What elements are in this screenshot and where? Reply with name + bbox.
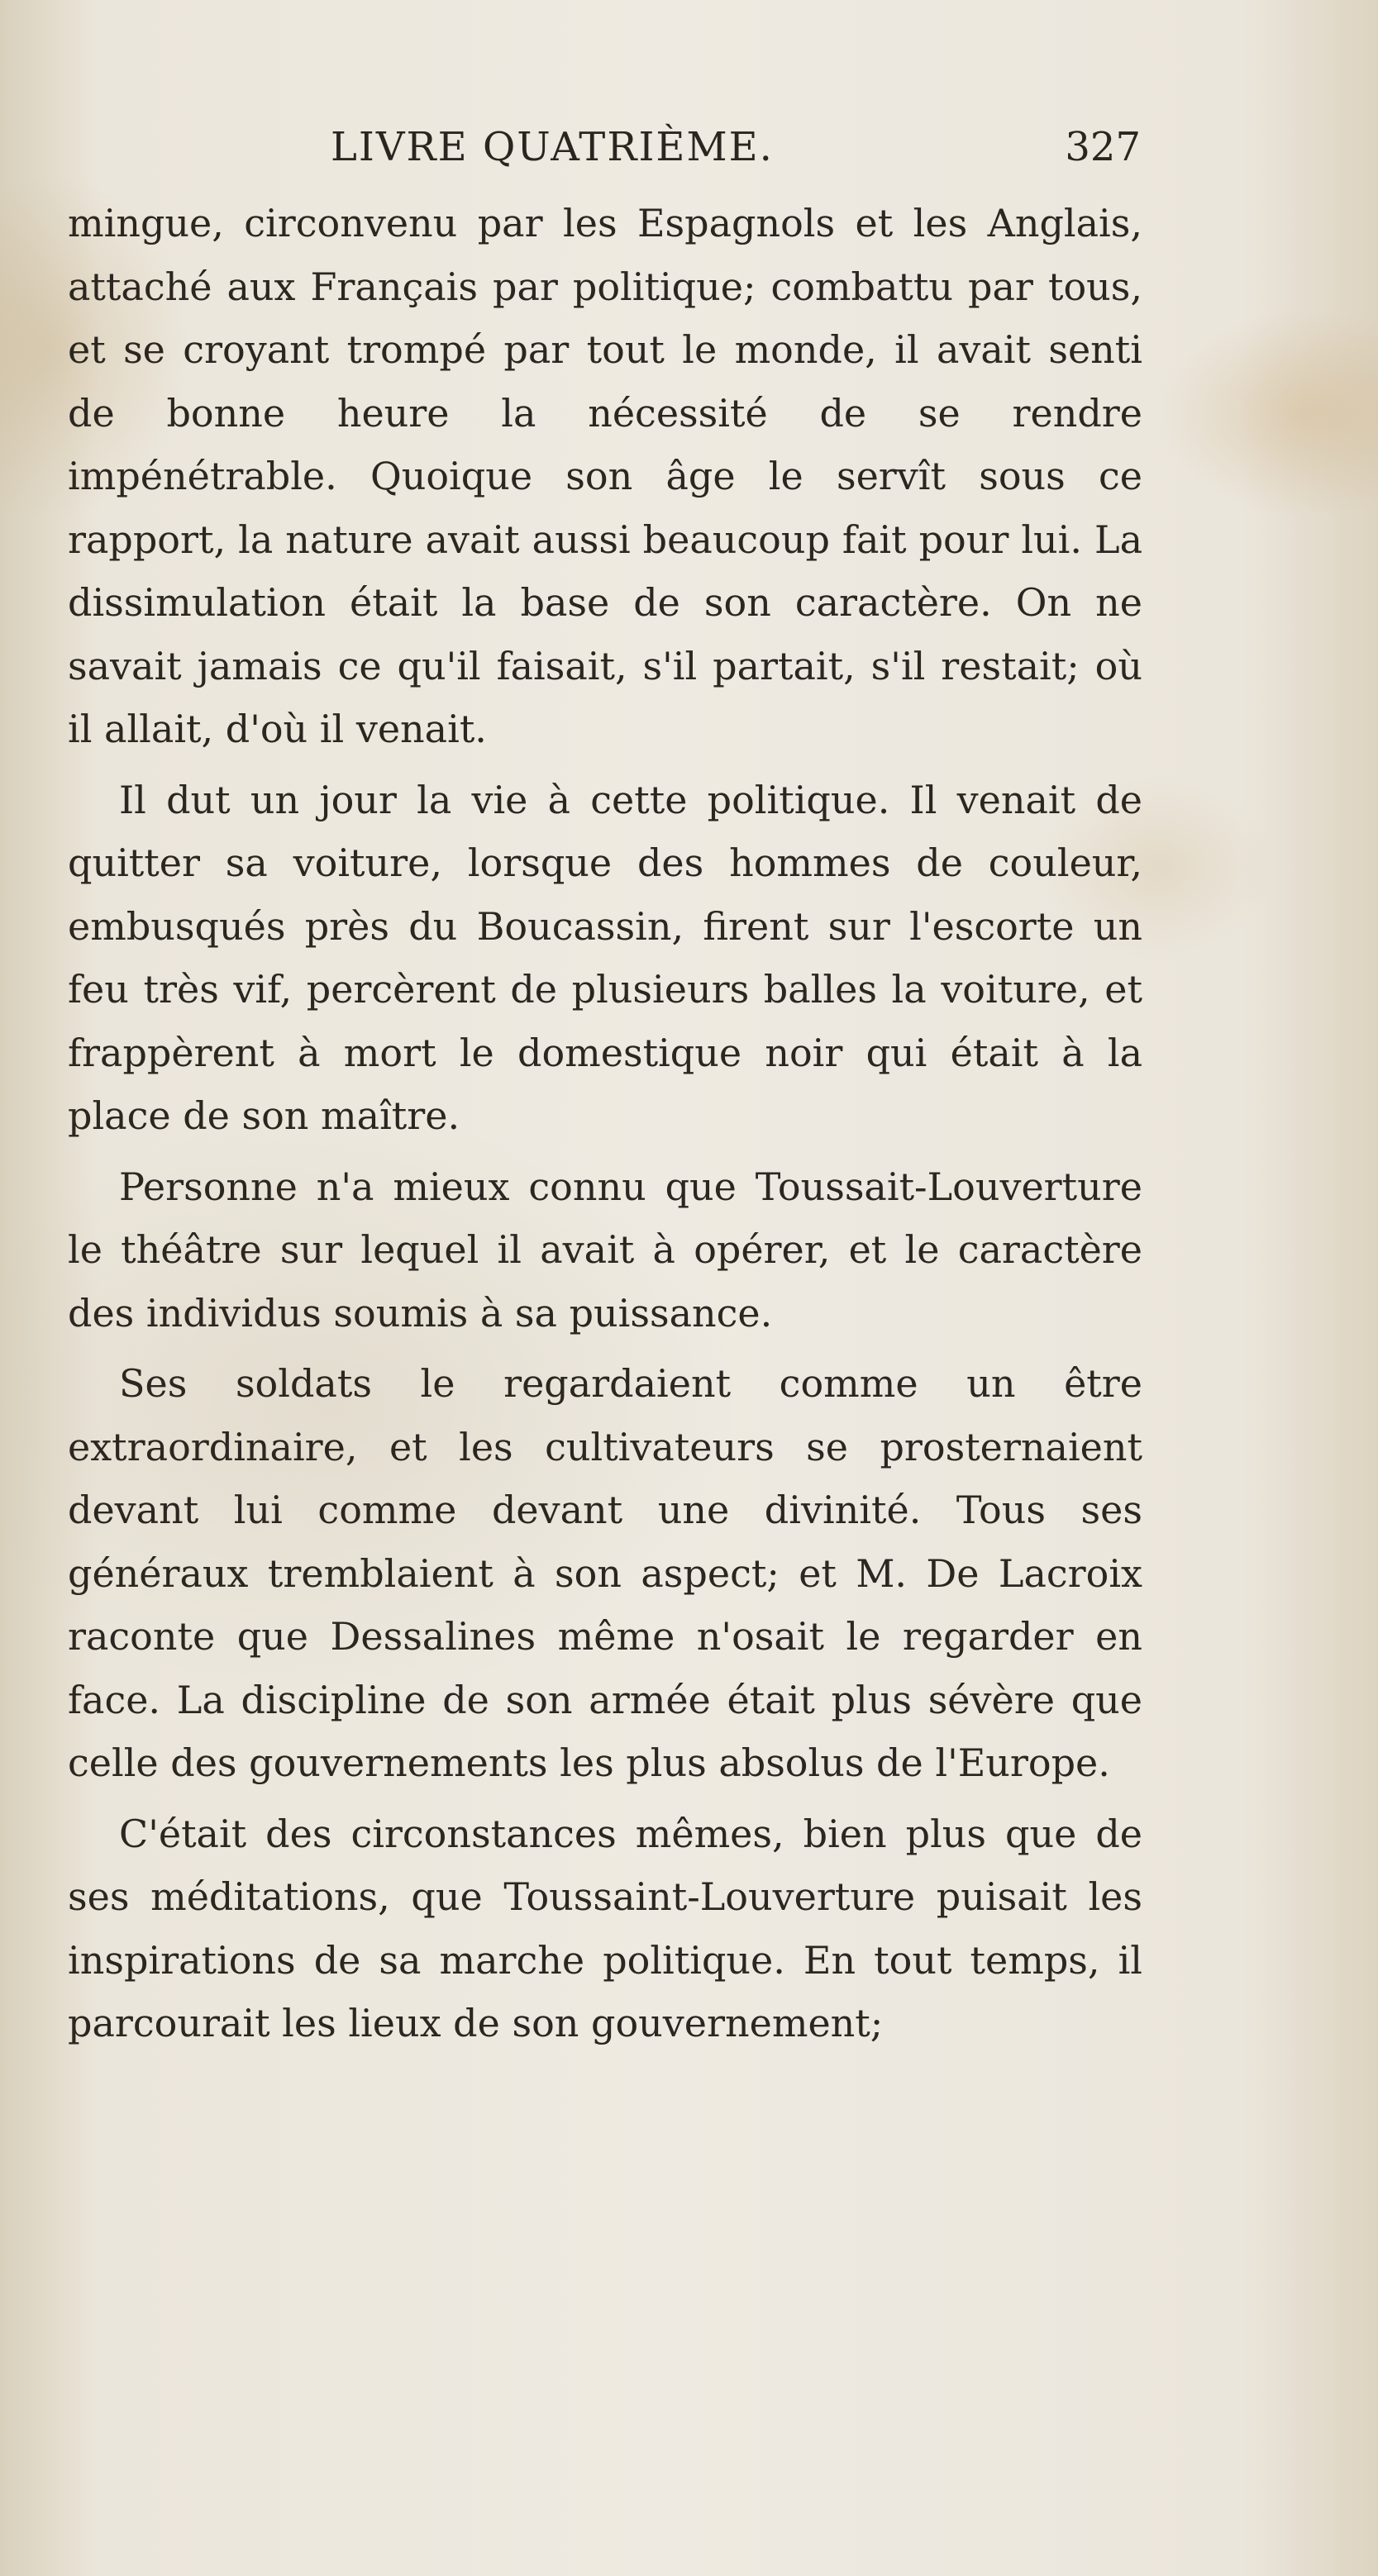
running-title: LIVRE QUATRIÈME. — [331, 124, 774, 170]
paragraph-continued: mingue, circonvenu par les Espagnols et les Anglais, attaché aux Français par politique; combattu par tous, et se croyant trompé par tout le monde, il avait senti de bonne heure la nécessité de se rendre impénétrable. Quoique son âge le servît sous ce rapport, la nature avait aussi beaucoup fait pour lui. La dissimulation était la base de son caractère. On ne savait jamais ce qu'il faisait, s'il partait, s'il restait; où il allait, d'où il venait. — [68, 201, 1142, 751]
body-text — [68, 192, 1142, 2063]
paragraph-escape: Il dut un jour la vie à cette politique. Il venait de quitter sa voiture, lorsque des hommes de couleur, embusqués près du Boucassin, firent sur l'escorte un feu très vif, percèrent de plusieurs balles la voiture, et frappèrent à mort le domestique noir qui était à la place de son maître. — [68, 777, 1142, 1138]
paragraph-circumstances: C'était des circonstances mêmes, bien plus que de ses méditations, que Toussaint-Louverture puisait les inspirations de sa marche politique. En tout temps, il parcourait les lieux de son gouvernement; — [68, 1811, 1142, 2045]
paragraph-knowledge: Personne n'a mieux connu que Toussait-Louverture le théâtre sur lequel il avait à opérer, et le caractère des individus soumis à sa puissance. — [68, 1164, 1142, 1336]
running-head — [124, 114, 1141, 180]
page-number: 327 — [1065, 124, 1141, 170]
paragraph-soldiers: Ses soldats le regardaient comme un être extraordinaire, et les cultivateurs se prosternaient devant lui comme devant une divinité. Tous ses généraux tremblaient à son aspect; et M. De Lacroix raconte que Dessalines même n'osait le regarder en face. La discipline de son armée était plus sévère que celle des gouvernements les plus absolus de l'Europe. — [68, 1361, 1142, 1785]
